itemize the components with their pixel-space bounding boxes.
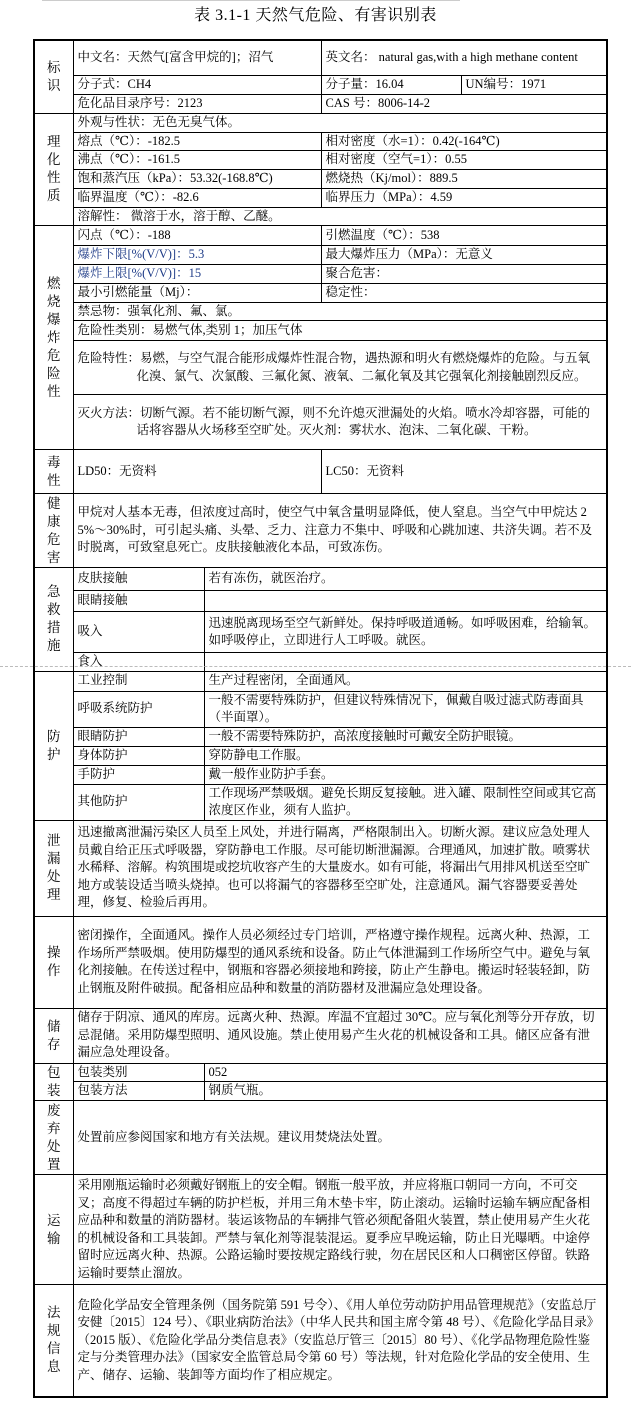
protection-key: 身体防护 <box>73 746 204 765</box>
protection-key: 工业控制 <box>73 671 204 691</box>
lc50: LC50：无资料 <box>321 450 607 494</box>
page-top-rule <box>42 0 460 1</box>
first-aid-value <box>204 653 607 672</box>
catalog-number: 危化品目录序号：2123 <box>73 94 321 113</box>
appearance: 外观与性状：无色无臭气体。 <box>73 113 607 132</box>
protection-value: 一般不需要特殊防护，高浓度接触时可戴安全防护眼镜。 <box>204 727 607 746</box>
incompatible-materials: 禁忌物：强氧化剂、氟、氯。 <box>73 302 607 321</box>
cn-name: 中文名：天然气[富含甲烷的]；沼气 <box>73 40 321 75</box>
first-aid-key: 皮肤接触 <box>73 568 204 591</box>
first-aid-key: 食入 <box>73 653 204 672</box>
hazard-class: 危险性类别：易燃气体,类别 1；加压气体 <box>73 321 607 341</box>
section-label-protection: 防护 <box>34 671 73 820</box>
lower-explosive-limit: 爆炸下限[%(V/V)]：5.3 <box>73 246 321 265</box>
first-aid-value <box>204 591 607 612</box>
protection-key: 手防护 <box>73 765 204 784</box>
formula: 分子式：CH4 <box>73 75 321 94</box>
protection-value: 穿防静电工作服。 <box>204 746 607 765</box>
section-label-identity: 标识 <box>34 40 73 113</box>
packaging-key: 包装方法 <box>73 1082 204 1101</box>
protection-value: 一般不需要特殊防护，但建议特殊情况下，佩戴自吸过滤式防毒面具（半面罩）。 <box>204 691 607 727</box>
relative-density-air: 相对密度（空气=1）：0.55 <box>321 151 607 170</box>
table-title: 表 3.1-1 天然气危险、有害识别表 <box>194 7 437 24</box>
ignition-temperature: 引燃温度（℃）：538 <box>321 226 607 246</box>
mol-weight: 分子量：16.04 <box>321 75 461 94</box>
section-label-storage: 储存 <box>34 1008 73 1063</box>
stability: 稳定性： <box>321 283 607 302</box>
upper-explosive-limit: 爆炸上限[%(V/V)]：15 <box>73 264 321 283</box>
relative-density-water: 相对密度（水=1）：0.42(-164℃) <box>321 132 607 151</box>
section-label-fire: 燃烧爆炸危险性 <box>34 226 73 450</box>
section-label-toxicity: 毒性 <box>34 450 73 494</box>
page-break-divider <box>0 666 631 667</box>
un-number: UN编号：1971 <box>461 75 607 94</box>
first-aid-value: 迅速脱离现场至空气新鲜处。保持呼吸道通畅。如呼吸困难，给输氧。如呼吸停止，立即进行人工呼吸。就医。 <box>204 612 607 653</box>
section-label-transport: 运输 <box>34 1175 73 1285</box>
protection-key: 其他防护 <box>73 784 204 820</box>
section-label-disposal: 废弃处置 <box>34 1101 73 1175</box>
storage-text: 储存于阴凉、通风的库房。远离火种、热源。库温不宜超过 30℃。应与氧化剂等分开存放，切忌混储。采用防爆型照明、通风设施。禁止使用易产生火花的机械设备和工具。储区应备有泄漏应急处理设备。 <box>73 1008 607 1063</box>
melting-point: 熔点（℃）：-182.5 <box>73 132 321 151</box>
packaging-value: 钢质气瓶。 <box>204 1082 607 1101</box>
leak-handling-text: 迅速撤离泄漏污染区人员至上风处，并进行隔离，严格限制出入。切断火源。建议应急处理人员戴自给正压式呼吸器，穿防静电工作服。尽可能切断泄漏源。合理通风，加速扩散。喷雾状水稀释、溶解。构筑围堤或挖坑收容产生的大量废水。如有可能，将漏出气用排风机送至空旷地方或装设适当喷头烧掉。也可以将漏气的容器移至空旷处，注意通风。漏气容器要妥善处理，修复、检验后再用。 <box>73 820 607 916</box>
first-aid-key: 吸入 <box>73 612 204 653</box>
en-name: 英文名： natural gas,with a high methane content <box>321 40 607 75</box>
disposal-text: 处置前应参阅国家和地方有关法规。建议用焚烧法处置。 <box>73 1101 607 1175</box>
min-ignition-energy: 最小引燃能量（Mj）： <box>73 283 321 302</box>
transport-text: 采用刚瓶运输时必须戴好钢瓶上的安全帽。钢瓶一般平放，并应将瓶口朝同一方向，不可交叉；高度不得超过车辆的防护栏板，并用三角木垫卡牢，防止滚动。运输时运输车辆应配备相应品种和数量的消防器材。装运该物品的车辆排气管必须配备阻火装置，禁止使用易产生火花的机械设备和工具装卸。严禁与氧化剂等混装混运。夏季应早晚运输，防止日光曝晒。中途停留时应远离火种、热源。公路运输时要按规定路线行驶，勿在居民区和人口稠密区停留。铁路运输时要禁止溜放。 <box>73 1175 607 1285</box>
max-explosion-pressure: 最大爆炸压力（MPa）：无意义 <box>321 246 607 265</box>
vapor-pressure: 饱和蒸汽压（kPa）：53.32(-168.8℃) <box>73 169 321 188</box>
flash-point: 闪点（℃）：-188 <box>73 226 321 246</box>
operation-text: 密闭操作，全面通风。操作人员必须经过专门培训，严格遵守操作规程。远离火种、热源，工作场所严禁吸烟。使用防爆型的通风系统和设备。防止气体泄漏到工作场所空气中。避免与氧化剂接触。在传送过程中，钢瓶和容器必须接地和跨接，防止产生静电。搬运时轻装轻卸，防止钢瓶及附件破损。配备相应品种和数量的消防器材及泄漏应急处理设备。 <box>73 916 607 1008</box>
regulations-text: 危险化学品安全管理条例（国务院第 591 号令）、《用人单位劳动防护用品管理规范》（安监总厅安健〔2015〕124 号）、《职业病防治法》（中华人民共和国主席令第 48 号）、《危险化学品目录》（2015 版）、《危险化学品分类信息表》（安监总厅管三〔2015〕80 号）、《化学品物理危险性鉴定与分类管理办法》（国家安全监管总局令第 60 号）等法规，针对危险化学品的安全使用、生产、储存、运输、装卸等方面均作了相应规定。 <box>73 1285 607 1397</box>
critical-pressure: 临界压力（MPa）：4.59 <box>321 188 607 207</box>
boiling-point: 沸点（℃）：-161.5 <box>73 151 321 170</box>
hazard-identification-table <box>33 39 608 1398</box>
health-hazard-text: 甲烷对人基本无毒，但浓度过高时，使空气中氧含量明显降低，使人窒息。当空气中甲烷达 25%～30%时，可引起头痛、头晕、乏力、注意力不集中、呼吸和心跳加速、共济失调。若不及时脱离，可致窒息死亡。皮肤接触液化本品，可致冻伤。 <box>73 494 607 568</box>
protection-value: 戴一般作业防护手套。 <box>204 765 607 784</box>
cas-number: CAS 号：8006-14-2 <box>321 94 607 113</box>
packaging-key: 包装类别 <box>73 1063 204 1082</box>
section-label-health: 健康危害 <box>34 494 73 568</box>
first-aid-key: 眼睛接触 <box>73 591 204 612</box>
section-label-regulations: 法规信息 <box>34 1285 73 1397</box>
solubility: 溶解性： 微溶于水，溶于醇、乙醚。 <box>73 207 607 226</box>
section-label-first-aid: 急救措施 <box>34 568 73 672</box>
polymerization-hazard: 聚合危害： <box>321 264 607 283</box>
protection-value: 工作现场严禁吸烟。避免长期反复接触。进入罐、限制性空间或其它高浓度区作业，须有人监护。 <box>204 784 607 820</box>
packaging-value: 052 <box>204 1063 607 1082</box>
extinguishing-method: 灭火方法：切断气源。若不能切断气源，则不允许熄灭泄漏处的火焰。喷水冷却容器，可能的话将容器从火场移至空旷处。灭火剂：雾状水、泡沫、二氧化碳、干粉。 <box>73 395 607 450</box>
ld50: LD50：无资料 <box>73 450 321 494</box>
section-label-physchem: 理化性质 <box>34 113 73 226</box>
section-label-packaging: 包装 <box>34 1063 73 1101</box>
hazard-properties: 危险特性：易燃，与空气混合能形成爆炸性混合物，遇热源和明火有燃烧爆炸的危险。与五氧化溴、氯气、次氯酸、三氟化氮、液氧、二氟化氧及其它强氧化剂接触剧烈反应。 <box>73 341 607 395</box>
section-label-leak: 泄漏处理 <box>34 820 73 916</box>
protection-value: 生产过程密闭，全面通风。 <box>204 671 607 691</box>
section-label-operation: 操作 <box>34 916 73 1008</box>
combustion-heat: 燃烧热（Kj/mol）：889.5 <box>321 169 607 188</box>
protection-key: 眼睛防护 <box>73 727 204 746</box>
critical-temperature: 临界温度（℃）：-82.6 <box>73 188 321 207</box>
first-aid-value: 若有冻伤，就医治疗。 <box>204 568 607 591</box>
protection-key: 呼吸系统防护 <box>73 691 204 727</box>
